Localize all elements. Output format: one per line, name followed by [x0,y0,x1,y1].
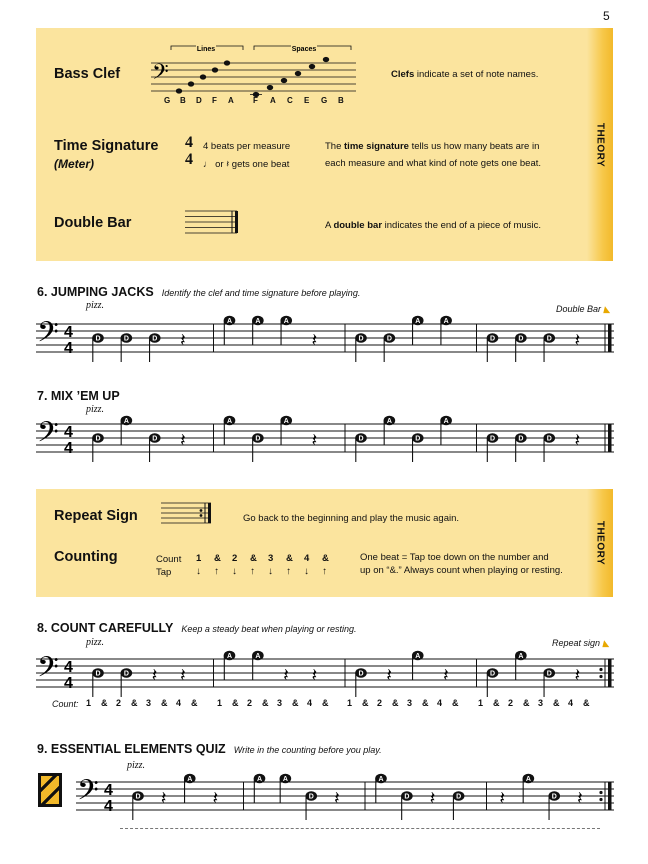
note-D [121,333,133,362]
note-B-line [188,81,194,86]
note-letter: A [256,776,263,784]
quarter-rest-icon: 𝄽 [212,788,219,808]
count-value: 3 [146,698,152,708]
counting-blanks [120,828,600,830]
count-value: 4 [437,698,443,708]
note-D-line [200,74,206,79]
thick-barline [608,782,612,810]
note-letter: D [95,435,101,443]
count-value: & [553,698,560,708]
repeat-sign-term: Repeat Sign [54,508,138,524]
note-D [487,433,499,462]
note-letter: A [283,318,289,326]
double-bar-description: A double bar indicates the end of a piece of music. [325,220,541,231]
quarter-rest-icon: 𝄽 [429,788,436,808]
count-value: & [493,698,500,708]
count-value: 1 [478,698,484,708]
count-value: 4 [568,698,574,708]
theory-tab: THEORY [587,489,613,597]
count-row-8 [0,698,648,710]
note-letter: D [404,793,410,801]
note-D [548,791,560,820]
note-letter: A [255,653,261,661]
note-letter: D [152,335,158,343]
bass-clef-icon: 𝄢 [37,417,59,455]
staff-exercise-9 [76,768,616,824]
note-letter: D [546,335,552,343]
space-note-name: E [304,96,310,105]
note-A [375,774,387,803]
line-note-name: G [164,96,171,105]
note-A [412,316,424,345]
bass-clef-term: Bass Clef [54,66,121,82]
note-D [355,333,367,362]
repeat-sign-label: Repeat sign ◣ [552,638,610,648]
double-bar-label: Double Bar ◣ [556,304,611,314]
repeat-dot [599,668,602,671]
quarter-rest-icon: 𝄽 [577,788,583,808]
arrow-down-icon: ↓ [268,566,273,577]
time-signature-description: The time signature tells us how many beats are in each measure and what kind of note gets one beat. [325,141,542,169]
quarter-rest-icon: 𝄽 [334,788,340,808]
note-D [543,668,555,697]
exercise-9-marking: pizz. [127,760,146,771]
space-note-name: A [270,96,276,105]
space-note-name: B [338,96,344,105]
note-letter: A [525,776,531,784]
note-letter: D [546,435,552,443]
bass-clef-icon: 𝄢 [77,775,99,813]
note-D [543,433,555,462]
theory-box-2 [36,489,613,597]
note-D [305,791,317,820]
note-D [92,333,104,362]
note-A [224,651,236,680]
note-A [252,316,264,345]
staff-exercise-8 [36,645,616,701]
note-D [515,433,527,462]
note-letter: D [123,670,129,678]
repeat-sign-diagram [161,500,217,526]
note-G-line [176,88,182,93]
theory-box-1 [36,28,613,261]
note-letter: D [135,793,141,801]
counting-description: One beat = Tap toe down on the number and up on “&.” Always count when playing or resting. [360,552,563,576]
note-D [487,668,499,697]
note-A [280,316,292,345]
count-value: & [292,698,299,708]
exercise-6-marking: pizz. [86,300,105,311]
note-A [121,416,133,445]
count-label: Count [156,554,182,565]
count-value: & [392,698,399,708]
count-value: & [214,553,221,564]
count-value: 2 [508,698,514,708]
note-letter: D [518,335,524,343]
note-D [92,668,104,697]
tap-row [196,566,346,578]
note-letter: A [518,653,524,661]
note-D [401,791,413,820]
arrow-down-icon: ↓ [304,566,309,577]
note-A [515,651,527,680]
note-letter: D [358,335,364,343]
note-letter: A [386,418,392,426]
note-A [184,774,196,803]
count-value: 2 [116,698,122,708]
count-value: 3 [277,698,283,708]
note-letter: D [308,793,314,801]
note-letter: D [152,435,158,443]
quarter-rest-icon: 𝄽 [160,788,167,808]
note-letter: A [443,318,449,326]
arrow-down-icon: ↓ [196,566,201,577]
quarter-rest-icon: 𝄽 [180,665,186,685]
time-sig-numerals: 4 4 [185,134,193,168]
note-A [224,316,236,345]
count-value: & [131,698,138,708]
count-value: 1 [347,698,353,708]
note-letter: D [123,335,129,343]
count-value: & [322,698,329,708]
thick-barline [608,659,612,687]
note-letter: D [386,335,392,343]
yellow-arrow-icon: ◣ [602,638,610,648]
arrow-up-icon: ↑ [214,566,219,577]
count-value: 4 [307,698,313,708]
note-B-space [323,57,329,62]
count-value: & [422,698,429,708]
note-A [280,416,292,445]
time-signature-term: Time Signature [54,138,159,154]
quarter-rest-icon: 𝄽 [283,665,289,685]
count-value: 3 [268,553,274,564]
note-letter: D [456,793,462,801]
repeat-dot [599,798,602,801]
time-sig-bottom: 4 [104,798,113,815]
note-F-line [212,67,218,72]
count-value: & [232,698,239,708]
quarter-rest-icon: 𝄽 [311,430,318,450]
quiz-icon [38,773,62,807]
note-A [224,416,236,445]
note-A [254,774,266,803]
note-A [384,416,396,445]
count-value: & [191,698,198,708]
counting-term: Counting [54,549,118,565]
note-names-row [164,96,364,108]
note-gets-beat: ♩ or 𝄽 gets one beat [203,159,290,170]
quarter-rest-icon: 𝄽 [574,330,581,350]
note-letter: A [187,776,193,784]
quarter-rest-icon: 𝄽 [311,665,318,685]
clef-description: Clefs indicate a set of note names. [391,69,539,80]
note-A-line [224,60,230,65]
note-letter: D [489,435,496,443]
note-D [453,791,465,820]
bass-clef-icon: 𝄢 [37,652,59,690]
note-letter: D [489,670,496,678]
count-value: 3 [538,698,544,708]
time-sig-top: 4 [64,324,73,341]
double-bar-term: Double Bar [54,215,132,231]
spaces-label: Spaces [291,46,317,53]
space-note-name: G [321,96,328,105]
count-value: 2 [377,698,383,708]
note-letter: A [123,418,129,426]
quarter-rest-icon: 𝄽 [443,665,449,685]
repeat-sign-description: Go back to the beginning and play the music again. [243,513,460,524]
note-letter: A [226,653,233,661]
note-A-space [267,85,273,90]
note-D [384,333,396,362]
bass-clef-diagram [151,40,361,120]
note-letter: A [378,776,384,784]
note-D [121,668,133,697]
thick-barline [608,424,612,452]
quarter-rest-icon: 𝄽 [226,159,230,170]
time-sig-top: 4 [64,659,73,676]
double-bar-diagram [185,208,243,236]
note-A [440,416,452,445]
count-value: 1 [86,698,92,708]
note-letter: D [551,793,557,801]
note-D [355,668,367,697]
note-letter: A [283,418,289,426]
arrow-up-icon: ↑ [322,566,327,577]
note-letter: A [255,318,261,326]
note-D [543,333,555,362]
count-value: & [452,698,459,708]
yellow-arrow-icon: ◣ [603,304,611,314]
note-A [252,651,264,680]
note-letter: A [415,653,421,661]
line-note-name: B [180,96,186,105]
count-value: & [523,698,530,708]
count-value: 2 [247,698,253,708]
note-G-space [309,64,315,69]
note-A [412,651,424,680]
quarter-rest-icon: 𝄽 [499,788,506,808]
quarter-rest-icon: 𝄽 [311,330,318,350]
time-sig-top: 4 [104,782,113,799]
exercise-6-title: 6. JUMPING JACKS Identify the clef and time signature before playing. [37,285,361,299]
note-D [515,333,527,362]
quarter-rest-icon: 𝄽 [180,330,186,350]
bass-clef-icon: 𝄢 [152,59,169,89]
count-label-8: Count: [52,699,79,709]
note-letter: D [95,670,101,678]
time-sig-bottom: 4 [64,440,73,457]
exercise-7-marking: pizz. [86,404,105,415]
lines-label: Lines [196,46,216,53]
count-value: 1 [217,698,223,708]
count-value: & [286,553,293,564]
line-note-name: F [212,96,217,105]
theory-tab: THEORY [587,28,613,261]
quarter-rest-icon: 𝄽 [386,665,392,685]
note-letter: D [255,435,261,443]
exercise-8-marking: pizz. [86,637,105,648]
time-sig-bottom: 4 [64,675,73,692]
staff-exercise-6 [36,310,616,366]
note-letter: A [282,776,288,784]
beats-per-measure: 4 beats per measure [203,141,291,152]
note-A [523,774,535,803]
count-value: & [583,698,590,708]
space-note-name: F [253,96,258,105]
note-letter: D [415,435,421,443]
note-D [149,433,161,462]
note-letter: A [415,318,421,326]
quarter-rest-icon: 𝄽 [574,665,581,685]
repeat-dot [599,791,602,794]
time-sig-bottom: 4 [64,340,73,357]
count-value: & [362,698,369,708]
note-letter: D [518,435,524,443]
note-letter: D [358,435,364,443]
line-note-name: A [228,96,234,105]
count-value: & [101,698,108,708]
note-E-space [295,71,301,76]
count-row [196,553,346,565]
exercise-7-title: 7. MIX ’EM UP [37,389,120,403]
bass-clef-icon: 𝄢 [37,317,59,355]
note-D [92,433,104,462]
note-D [252,433,264,462]
note-D [412,433,424,462]
thick-barline [608,324,612,352]
note-A [440,316,452,345]
count-value: & [262,698,269,708]
count-value: & [250,553,257,564]
note-C-space [281,78,287,83]
note-letter: D [95,335,101,343]
arrow-up-icon: ↑ [250,566,255,577]
count-value: 1 [196,553,202,564]
exercise-8-title: 8. COUNT CAREFULLY Keep a steady beat when playing or resting. [37,621,357,635]
count-value: 3 [407,698,413,708]
repeat-dot [599,675,602,678]
staff-exercise-7 [36,410,616,466]
note-D [487,333,499,362]
count-value: 2 [232,553,238,564]
count-value: 4 [304,553,310,564]
quarter-rest-icon: 𝄽 [180,430,186,450]
line-note-name: D [196,96,202,105]
page-number: 5 [603,9,610,23]
note-A [280,774,292,803]
note-letter: D [358,670,364,678]
note-D [149,333,161,362]
note-letter: A [226,318,233,326]
note-D [355,433,367,462]
quarter-rest-icon: 𝄽 [151,665,158,685]
time-sig-top: 4 [64,424,73,441]
quarter-note-icon: ♩ [203,159,213,170]
meter-subterm: (Meter) [54,157,95,171]
arrow-up-icon: ↑ [286,566,291,577]
note-letter: A [226,418,233,426]
space-note-name: C [287,96,293,105]
count-value: & [161,698,168,708]
note-letter: D [546,670,552,678]
quarter-rest-icon: 𝄽 [574,430,581,450]
arrow-down-icon: ↓ [232,566,237,577]
note-D [132,791,144,820]
count-value: 4 [176,698,182,708]
tap-label: Tap [156,567,172,578]
note-letter: A [443,418,449,426]
note-letter: D [489,335,496,343]
count-value: & [322,553,329,564]
exercise-9-title: 9. ESSENTIAL ELEMENTS QUIZ Write in the counting before you play. [37,742,382,756]
